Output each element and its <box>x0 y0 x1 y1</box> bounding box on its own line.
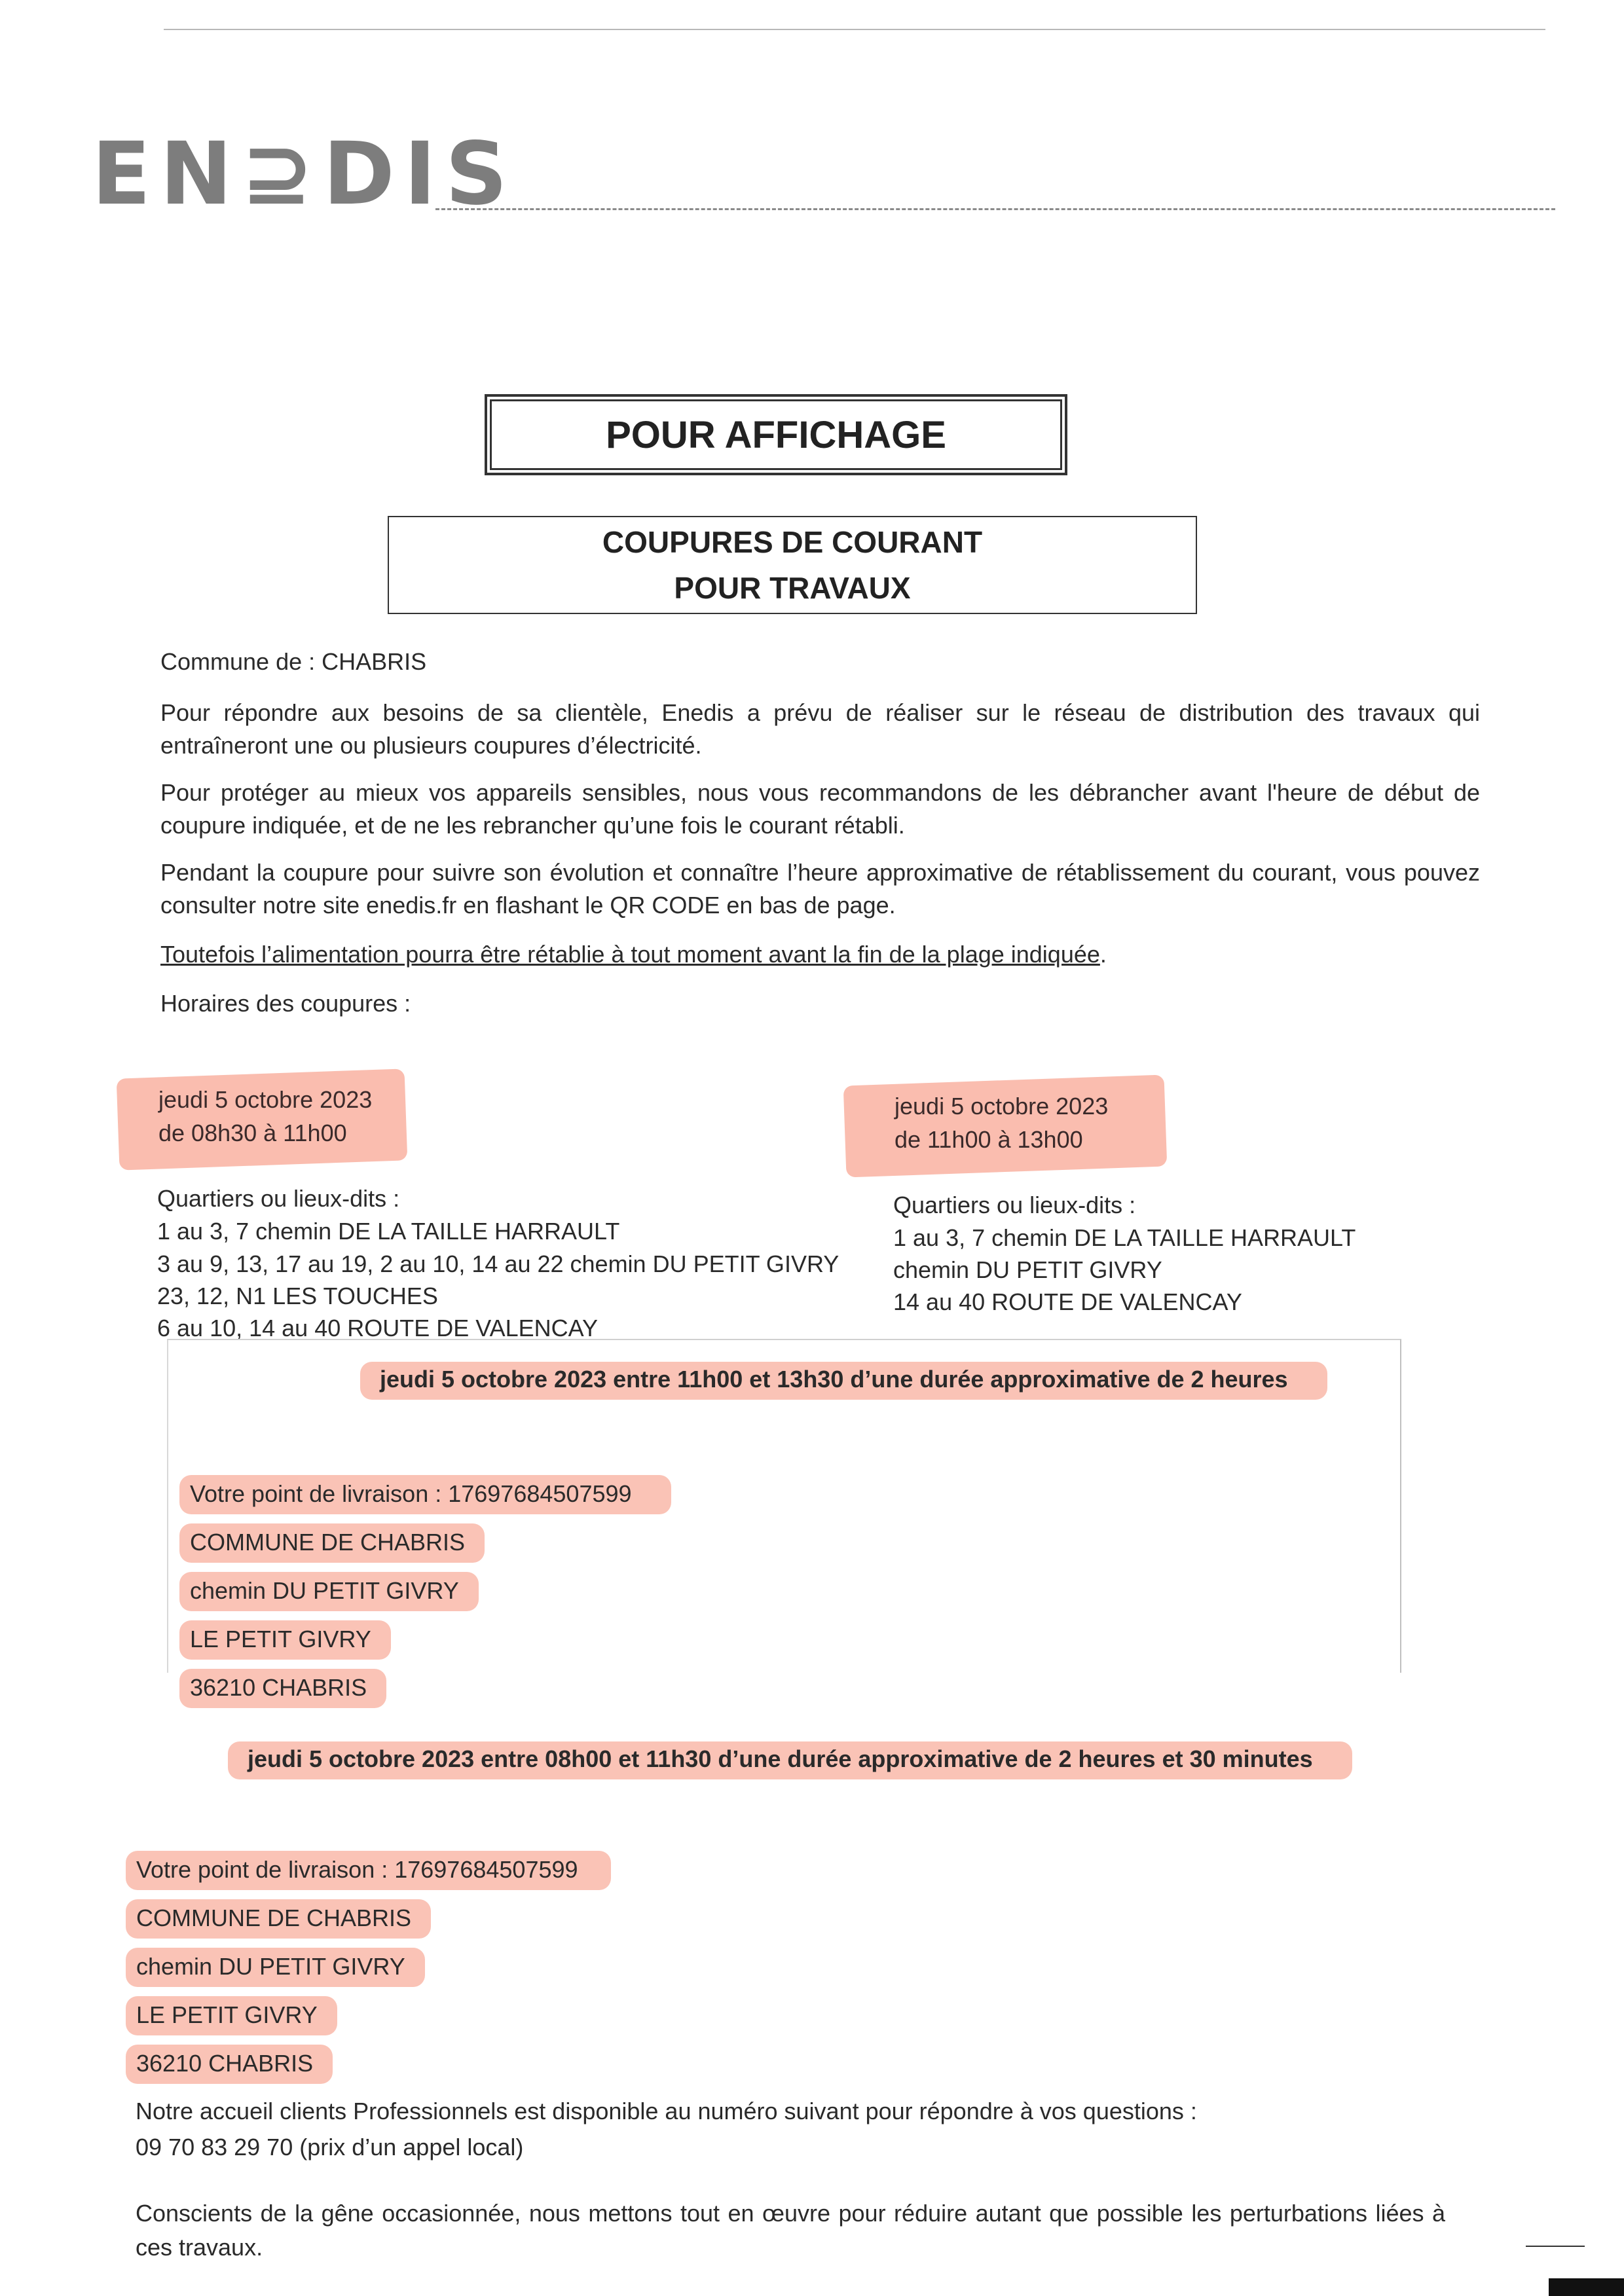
header-rule <box>435 208 1555 210</box>
slot-right-time: de 11h00 à 13h00 <box>895 1126 1083 1153</box>
corner-mark <box>1549 2278 1624 2296</box>
outage-2-banner: jeudi 5 octobre 2023 entre 08h00 et 11h30 d’une durée approximative de 2 heures et 30 minutes <box>228 1741 1352 1779</box>
outage-1-banner: jeudi 5 octobre 2023 entre 11h00 et 13h30 d’une durée approximative de 2 heures <box>360 1362 1327 1400</box>
outage-1-delivery-point: Votre point de livraison : 17697684507599 <box>179 1475 671 1514</box>
slot-right-line: chemin DU PETIT GIVRY <box>893 1256 1162 1283</box>
slot-right-line: 1 au 3, 7 chemin DE LA TAILLE HARRAULT <box>893 1224 1356 1251</box>
paragraph-1: Pour répondre aux besoins de sa clientèle, Enedis a prévu de réaliser sur le réseau de distribution des travaux qui entraîneront une ou plusieurs coupures d’électricité. <box>160 699 1480 759</box>
paragraph-4-period: . <box>1099 941 1107 968</box>
outage-1-address <box>179 1475 671 1708</box>
corner-rule <box>1526 2246 1585 2247</box>
paragraph-2: Pour protéger au mieux vos appareils sensibles, nous vous recommandons de les débrancher avant l'heure de début de coupure indiquée, et de ne les rebrancher qu’une fois le courant rétabli. <box>160 779 1480 839</box>
subtitle-line-2: POUR TRAVAUX <box>674 571 911 605</box>
subtitle-box <box>388 516 1197 614</box>
outage-1-address-line: 36210 CHABRIS <box>179 1669 386 1708</box>
contact-phone: 09 70 83 29 70 (prix d’un appel local) <box>136 2134 524 2160</box>
slot-left-line: 6 au 10, 14 au 40 ROUTE DE VALENCAY <box>157 1315 598 1341</box>
slot-right-heading: Quartiers ou lieux-dits : <box>893 1192 1136 1218</box>
closing-text: Conscients de la gêne occasionnée, nous mettons tout en œuvre pour réduire autant que possible les perturbations liées à ces travaux. <box>136 2200 1445 2261</box>
slot-left-line: 3 au 9, 13, 17 au 19, 2 au 10, 14 au 22 chemin DU PETIT GIVRY <box>157 1250 840 1277</box>
slot-left-line: 23, 12, N1 LES TOUCHES <box>157 1283 438 1309</box>
outage-1-address-line: LE PETIT GIVRY <box>179 1620 391 1660</box>
subtitle-line-1: COUPURES DE COURANT <box>602 525 983 559</box>
outage-2-delivery-point: Votre point de livraison : 17697684507599 <box>126 1851 611 1890</box>
outage-1-address-line: chemin DU PETIT GIVRY <box>179 1572 479 1611</box>
commune-label: Commune de : CHABRIS <box>160 648 427 675</box>
slot-left-line: 1 au 3, 7 chemin DE LA TAILLE HARRAULT <box>157 1218 620 1245</box>
outage-2-address-line: COMMUNE DE CHABRIS <box>126 1899 431 1939</box>
title-box <box>485 394 1067 475</box>
outage-1-address-line: COMMUNE DE CHABRIS <box>179 1523 485 1563</box>
slot-left-time: de 08h30 à 11h00 <box>158 1120 347 1146</box>
outage-2-address <box>126 1851 611 2084</box>
enedis-logo: EN⊇DIS <box>92 124 517 225</box>
paragraph-4-underlined: Toutefois l’alimentation pourra être rétablie à tout moment avant la fin de la plage indiquée <box>160 941 1100 968</box>
slot-left-date: jeudi 5 octobre 2023 <box>158 1086 373 1113</box>
outage-2-address-line: chemin DU PETIT GIVRY <box>126 1948 425 1987</box>
page-title: POUR AFFICHAGE <box>490 399 1062 470</box>
schedules-label: Horaires des coupures : <box>160 990 411 1017</box>
slot-left-heading: Quartiers ou lieux-dits : <box>157 1185 400 1212</box>
contact-line-1: Notre accueil clients Professionnels est disponible au numéro suivant pour répondre à vos questions : <box>136 2098 1197 2124</box>
outage-2-address-line: LE PETIT GIVRY <box>126 1996 337 2035</box>
slot-right-line: 14 au 40 ROUTE DE VALENCAY <box>893 1288 1242 1315</box>
paragraph-4 <box>160 938 1107 971</box>
outage-2-address-line: 36210 CHABRIS <box>126 2045 333 2084</box>
paragraph-3: Pendant la coupure pour suivre son évolution et connaître l’heure approximative de rétablissement du courant, vous pouvez consulter notre site enedis.fr en flashant le QR CODE en bas de page. <box>160 859 1480 919</box>
scan-top-line <box>164 29 1545 30</box>
slot-right-date: jeudi 5 octobre 2023 <box>895 1093 1109 1120</box>
